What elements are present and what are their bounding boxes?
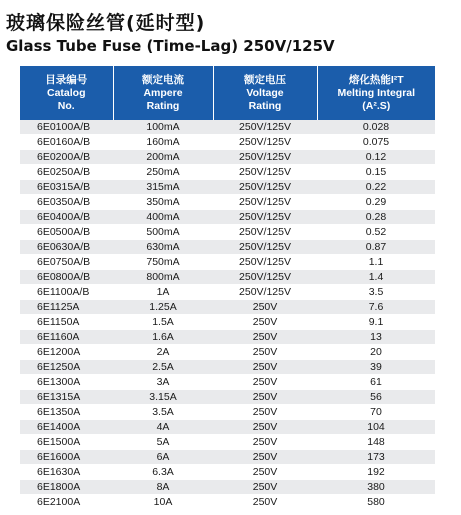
page-title: 玻璃保险丝管(延时型) (6, 12, 206, 34)
cell-catalog: 6E0350A/B (20, 195, 113, 210)
table-row (20, 405, 435, 420)
cell-catalog: 6E1150A (20, 315, 113, 330)
cell-ampere: 1.5A (113, 315, 213, 330)
cell-voltage: 250V (213, 330, 317, 345)
table-row (20, 195, 435, 210)
cell-ampere: 4A (113, 420, 213, 435)
cell-melting-integral: 173 (317, 450, 435, 465)
cell-melting-integral: 0.52 (317, 225, 435, 240)
cell-ampere: 100mA (113, 120, 213, 135)
cell-ampere: 5A (113, 435, 213, 450)
header-melting-integral: 熔化热能I²T Melting Integral (A².S) (317, 66, 435, 120)
cell-melting-integral: 580 (317, 495, 435, 510)
table-row (20, 375, 435, 390)
cell-voltage: 250V (213, 420, 317, 435)
cell-melting-integral: 380 (317, 480, 435, 495)
cell-voltage: 250V (213, 360, 317, 375)
cell-melting-integral: 0.12 (317, 150, 435, 165)
table-header (20, 66, 435, 120)
cell-ampere: 1.6A (113, 330, 213, 345)
cell-voltage: 250V (213, 480, 317, 495)
cell-voltage: 250V (213, 375, 317, 390)
cell-voltage: 250V/125V (213, 285, 317, 300)
table-row (20, 120, 435, 135)
cell-voltage: 250V/125V (213, 225, 317, 240)
table-body (20, 120, 435, 510)
cell-catalog: 6E0630A/B (20, 240, 113, 255)
cell-melting-integral: 0.28 (317, 210, 435, 225)
cell-melting-integral: 39 (317, 360, 435, 375)
cell-catalog: 6E1200A (20, 345, 113, 360)
cell-voltage: 250V/125V (213, 270, 317, 285)
cell-ampere: 2.5A (113, 360, 213, 375)
cell-catalog: 6E0160A/B (20, 135, 113, 150)
cell-ampere: 400mA (113, 210, 213, 225)
cell-melting-integral: 0.028 (317, 120, 435, 135)
page-subtitle: Glass Tube Fuse (Time-Lag) 250V/125V (6, 37, 335, 55)
cell-melting-integral: 0.15 (317, 165, 435, 180)
cell-voltage: 250V/125V (213, 240, 317, 255)
table-row (20, 495, 435, 510)
cell-ampere: 3.5A (113, 405, 213, 420)
cell-ampere: 2A (113, 345, 213, 360)
table-row (20, 255, 435, 270)
table-row (20, 420, 435, 435)
cell-catalog: 6E0500A/B (20, 225, 113, 240)
cell-ampere: 200mA (113, 150, 213, 165)
cell-catalog: 6E0100A/B (20, 120, 113, 135)
cell-voltage: 250V/125V (213, 210, 317, 225)
cell-melting-integral: 104 (317, 420, 435, 435)
table-row (20, 225, 435, 240)
cell-melting-integral: 0.29 (317, 195, 435, 210)
table-row (20, 135, 435, 150)
cell-melting-integral: 148 (317, 435, 435, 450)
header-catalog: 目录编号 Catalog No. (20, 66, 113, 120)
table-row (20, 315, 435, 330)
cell-catalog: 6E1250A (20, 360, 113, 375)
cell-catalog: 6E1600A (20, 450, 113, 465)
table-row (20, 390, 435, 405)
table-row (20, 480, 435, 495)
cell-ampere: 160mA (113, 135, 213, 150)
cell-voltage: 250V/125V (213, 180, 317, 195)
table-row (20, 450, 435, 465)
cell-catalog: 6E1100A/B (20, 285, 113, 300)
cell-voltage: 250V/125V (213, 150, 317, 165)
table-row (20, 330, 435, 345)
cell-voltage: 250V/125V (213, 120, 317, 135)
cell-voltage: 250V (213, 315, 317, 330)
cell-catalog: 6E0200A/B (20, 150, 113, 165)
cell-voltage: 250V/125V (213, 135, 317, 150)
table-row (20, 360, 435, 375)
cell-catalog: 6E0400A/B (20, 210, 113, 225)
cell-voltage: 250V (213, 300, 317, 315)
cell-voltage: 250V/125V (213, 195, 317, 210)
cell-catalog: 6E1630A (20, 465, 113, 480)
cell-ampere: 1A (113, 285, 213, 300)
table-row (20, 210, 435, 225)
cell-catalog: 6E1300A (20, 375, 113, 390)
fuse-spec-table (20, 66, 435, 510)
cell-melting-integral: 61 (317, 375, 435, 390)
cell-voltage: 250V/125V (213, 255, 317, 270)
cell-ampere: 630mA (113, 240, 213, 255)
cell-ampere: 1.25A (113, 300, 213, 315)
cell-catalog: 6E1315A (20, 390, 113, 405)
cell-catalog: 6E1350A (20, 405, 113, 420)
cell-ampere: 750mA (113, 255, 213, 270)
cell-melting-integral: 1.1 (317, 255, 435, 270)
cell-voltage: 250V (213, 345, 317, 360)
cell-catalog: 6E1800A (20, 480, 113, 495)
cell-melting-integral: 7.6 (317, 300, 435, 315)
cell-ampere: 3A (113, 375, 213, 390)
cell-ampere: 6.3A (113, 465, 213, 480)
cell-voltage: 250V (213, 435, 317, 450)
cell-catalog: 6E0800A/B (20, 270, 113, 285)
cell-catalog: 6E1125A (20, 300, 113, 315)
cell-catalog: 6E0315A/B (20, 180, 113, 195)
cell-catalog: 6E1500A (20, 435, 113, 450)
cell-catalog: 6E1400A (20, 420, 113, 435)
table-row (20, 465, 435, 480)
cell-voltage: 250V (213, 465, 317, 480)
cell-voltage: 250V/125V (213, 165, 317, 180)
cell-melting-integral: 20 (317, 345, 435, 360)
cell-ampere: 250mA (113, 165, 213, 180)
cell-melting-integral: 3.5 (317, 285, 435, 300)
cell-voltage: 250V (213, 390, 317, 405)
cell-melting-integral: 13 (317, 330, 435, 345)
cell-melting-integral: 1.4 (317, 270, 435, 285)
cell-ampere: 500mA (113, 225, 213, 240)
cell-catalog: 6E1160A (20, 330, 113, 345)
header-voltage: 额定电压 Voltage Rating (213, 66, 317, 120)
cell-melting-integral: 9.1 (317, 315, 435, 330)
table-row (20, 285, 435, 300)
table-row (20, 240, 435, 255)
cell-catalog: 6E2100A (20, 495, 113, 510)
cell-melting-integral: 56 (317, 390, 435, 405)
table-row (20, 150, 435, 165)
table-row (20, 345, 435, 360)
table-row (20, 435, 435, 450)
cell-melting-integral: 192 (317, 465, 435, 480)
cell-melting-integral: 70 (317, 405, 435, 420)
cell-catalog: 6E0250A/B (20, 165, 113, 180)
cell-melting-integral: 0.22 (317, 180, 435, 195)
header-ampere: 额定电流 Ampere Rating (113, 66, 213, 120)
cell-ampere: 315mA (113, 180, 213, 195)
cell-voltage: 250V (213, 495, 317, 510)
cell-ampere: 8A (113, 480, 213, 495)
cell-ampere: 800mA (113, 270, 213, 285)
cell-voltage: 250V (213, 450, 317, 465)
table-row (20, 165, 435, 180)
cell-voltage: 250V (213, 405, 317, 420)
table-row (20, 300, 435, 315)
table-row (20, 180, 435, 195)
table-row (20, 270, 435, 285)
cell-ampere: 350mA (113, 195, 213, 210)
cell-melting-integral: 0.87 (317, 240, 435, 255)
cell-ampere: 10A (113, 495, 213, 510)
cell-ampere: 6A (113, 450, 213, 465)
cell-catalog: 6E0750A/B (20, 255, 113, 270)
cell-melting-integral: 0.075 (317, 135, 435, 150)
cell-ampere: 3.15A (113, 390, 213, 405)
